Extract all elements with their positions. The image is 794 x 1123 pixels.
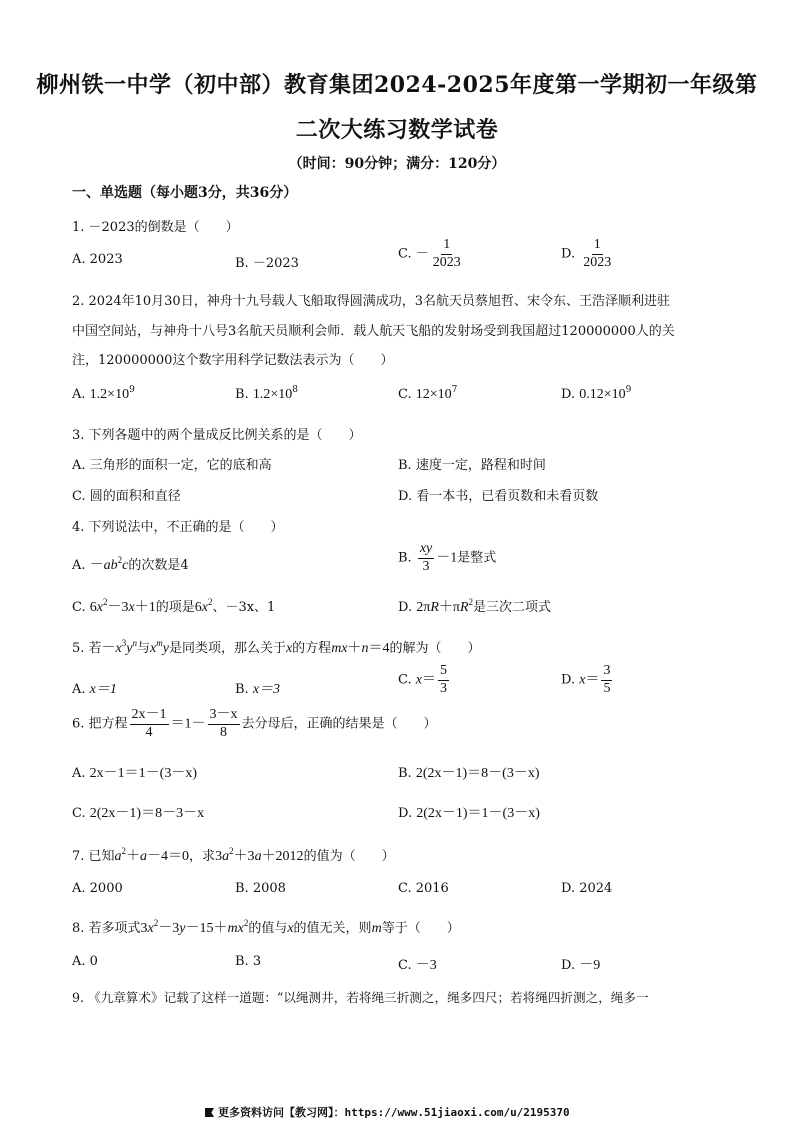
- q9-stem: 9. 《九章算术》记载了这样一道题：“以绳测井，若将绳三折测之，绳多四尺；若将绳四折测之，绳多一: [72, 990, 649, 1005]
- q8-option-b: B. 3: [235, 954, 262, 969]
- q6-option-a: A. 2x－1＝1－(3－x): [72, 766, 197, 781]
- q6-option-b: B. 2(2x－1)＝8－(3－x): [398, 766, 540, 781]
- q1-stem: 1. －2023的倒数是（ ）: [72, 220, 239, 235]
- q3-stem: 3. 下列各题中的两个量成反比例关系的是（ ）: [72, 428, 362, 443]
- q8-option-c: C. －3: [398, 958, 437, 973]
- q6-fraction-1: $\frac{2x-1}{4}$: [131, 707, 167, 740]
- q5-option-b: B. x＝3: [235, 682, 281, 697]
- q2-option-b: B. $1.2\times 10^8$: [235, 385, 298, 402]
- q5-option-c: C. x＝ $\frac{5}{3}$: [398, 663, 447, 696]
- q5-d-fraction: $\frac{3}{5}$: [603, 663, 611, 696]
- q1-d-fraction: $\frac{1}{2023}$: [583, 237, 612, 270]
- section-title: 一、单选题（每小题3分，共36分）: [72, 185, 298, 201]
- q6-fraction-2: $\frac{3-x}{8}$: [209, 707, 238, 740]
- q1-c-fraction: $\frac{1}{2023}$: [432, 237, 461, 270]
- q3-option-c: C. 圆的面积和直径: [72, 489, 181, 504]
- exam-meta: （时间：90分钟；满分：120分）: [288, 156, 506, 172]
- q3-option-a: A. 三角形的面积一定，它的底和高: [72, 458, 272, 473]
- q4-option-a: A. $-ab^2c$的次数是4: [72, 555, 189, 573]
- q4-option-b: B. $\frac{xy}{3}$ －1是整式: [398, 541, 497, 574]
- q7-option-a: A. 2000: [72, 881, 123, 896]
- q3-option-d: D. 看一本书，已看页数和未看页数: [398, 489, 599, 504]
- q1-option-d: [561, 238, 615, 270]
- q7-stem: 7. 已知$a^2+a-4=0$，求$3a^2+3a+2012$的值为（ ）: [72, 846, 395, 864]
- q1-option-b: B. －2023: [235, 256, 299, 271]
- flag-icon: [205, 1108, 214, 1117]
- q8-option-d: D. －9: [561, 958, 601, 973]
- q8-stem: 8. 若多项式$3x^2-3y-15+mx^2$的值与x的值无关，则m等于（ ）: [72, 918, 460, 936]
- q2-line1: 2. 2024年10月30日，神舟十九号载人飞船取得圆满成功，3名航天员蔡旭哲、宋令东、王浩泽顺利进驻: [72, 294, 670, 309]
- q6-stem: 6. 把方程 $\frac{2x-1}{4}$ ＝1－ $\frac{3-x}{8}$ 去分母后，正确的结果是（ ）: [72, 707, 437, 740]
- q7-option-d: D. 2024: [561, 881, 613, 896]
- q2-option-a: A. $1.2\times 10^9$: [72, 385, 135, 402]
- q5-stem: 5. 若$-x^3y^n$与$x^my$是同类项，那么关于x的方程mx＋n＝4的解为（ ）: [72, 638, 481, 656]
- q7-option-c: C. 2016: [398, 881, 449, 896]
- q5-c-fraction: $\frac{5}{3}$: [439, 663, 447, 696]
- q3-option-b: B. 速度一定，路程和时间: [398, 458, 546, 473]
- footer-link[interactable]: 更多资料访问【教习网】：https://www.51jiaoxi.com/u/2195370: [205, 1104, 570, 1120]
- q6-option-c: C. 2(2x－1)＝8－3－x: [72, 806, 205, 821]
- exam-title-line1: 柳州铁一中学（初中部）教育集团2024-2025年度第一学期初一年级第: [36, 72, 758, 98]
- q1-c-label: C. －: [398, 246, 429, 262]
- q4-b-fraction: $\frac{xy}{3}$: [419, 541, 433, 574]
- q4-option-d: D. $2\pi R+\pi R^2$是三次二项式: [398, 597, 552, 615]
- q4-option-c: C. $6x^2-3x+1$的项是$6x^2$、－3x、1: [72, 597, 276, 615]
- q2-line3: 注，120000000这个数字用科学记数法表示为（ ）: [72, 353, 394, 368]
- q1-option-c: [398, 238, 465, 270]
- q2-option-d: D. $0.12\times 10^9$: [561, 385, 632, 402]
- q2-option-c: C. $12\times 10^7$: [398, 385, 458, 402]
- exam-title-line2: 二次大练习数学试卷: [295, 117, 499, 143]
- q5-option-a: A. x＝1: [72, 682, 117, 697]
- q1-d-label: D.: [561, 246, 576, 262]
- q2-line2: 中国空间站，与神舟十八号3名航天员顺利会师．载人航天飞船的发射场受到我国超过120000000人的关: [72, 324, 675, 339]
- q4-stem: 4. 下列说法中，不正确的是（ ）: [72, 520, 284, 535]
- q7-option-b: B. 2008: [235, 881, 286, 896]
- q1-option-a: A. 2023: [72, 252, 123, 267]
- q8-option-a: A. 0: [72, 954, 98, 969]
- q6-option-d: D. 2(2x－1)＝1－(3－x): [398, 806, 540, 821]
- q5-option-d: D. x＝ $\frac{3}{5}$: [561, 663, 611, 696]
